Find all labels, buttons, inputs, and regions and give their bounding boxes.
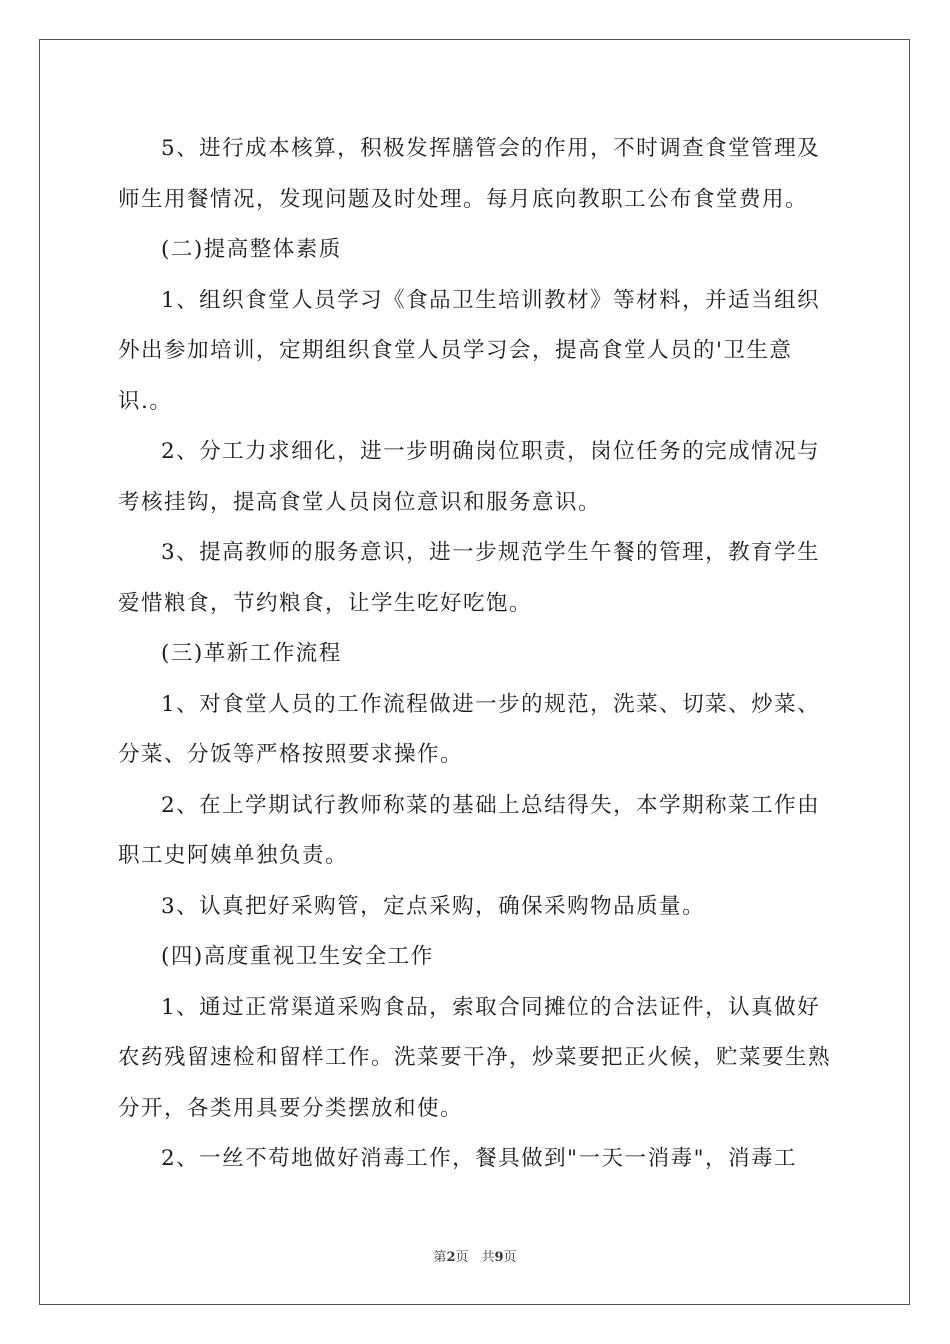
paragraph-division-of-labor: 2、分工力求细化，进一步明确岗位职责，岗位任务的完成情况与考核挂钩，提高食堂人员岗位意识和服务意识。: [118, 439, 821, 515]
footer-total-pages: 9: [494, 1250, 504, 1265]
paragraph-food-sourcing: 1、通过正常渠道采购食品，索取合同摊位的合法证件，认真做好农药残留速检和留样工作。洗菜要干净，炒菜要把正火候，贮菜要生熟分开，各类用具要分类摆放和使。: [118, 994, 832, 1121]
paragraph-cost-accounting: 5、进行成本核算，积极发挥膳管会的作用，不时调查食堂管理及师生用餐情况，发现问题及时处理。每月底向教职工公布食堂费用。: [118, 136, 821, 212]
section-heading-quality: (二)提高整体素质: [161, 237, 342, 262]
paragraph-training: 1、组织食堂人员学习《食品卫生培训教材》等材料，并适当组织外出参加培训，定期组织食堂人员学习会，提高食堂人员的'卫生意识.。: [118, 287, 821, 414]
document-body: [118, 124, 838, 1185]
paragraph-disinfection: 2、一丝不苟地做好消毒工作，餐具做到"一天一消毒"，消毒工: [161, 1146, 797, 1171]
section-heading-hygiene: (四)高度重视卫生安全工作: [161, 944, 434, 969]
paragraph-teacher-service: 3、提高教师的服务意识，进一步规范学生午餐的管理，教育学生爱惜粮食，节约粮食，让学生吃好吃饱。: [118, 540, 821, 616]
paragraph-weighing: 2、在上学期试行教师称菜的基础上总结得失，本学期称菜工作由职工史阿姨单独负责。: [118, 792, 821, 868]
footer-prefix: 第: [433, 1250, 447, 1265]
section-heading-workflow: (三)革新工作流程: [161, 641, 342, 666]
footer-page-number: 2: [446, 1250, 456, 1265]
page-footer: [0, 1246, 950, 1265]
paragraph-workflow-standard: 1、对食堂人员的工作流程做进一步的规范，洗菜、切菜、炒菜、分菜、分饭等严格按照要求操作。: [118, 691, 821, 767]
footer-suffix: 页: [503, 1250, 517, 1265]
paragraph-purchasing: 3、认真把好采购管，定点采购，确保采购物品质量。: [161, 893, 706, 919]
footer-middle: 页 共: [455, 1250, 495, 1265]
